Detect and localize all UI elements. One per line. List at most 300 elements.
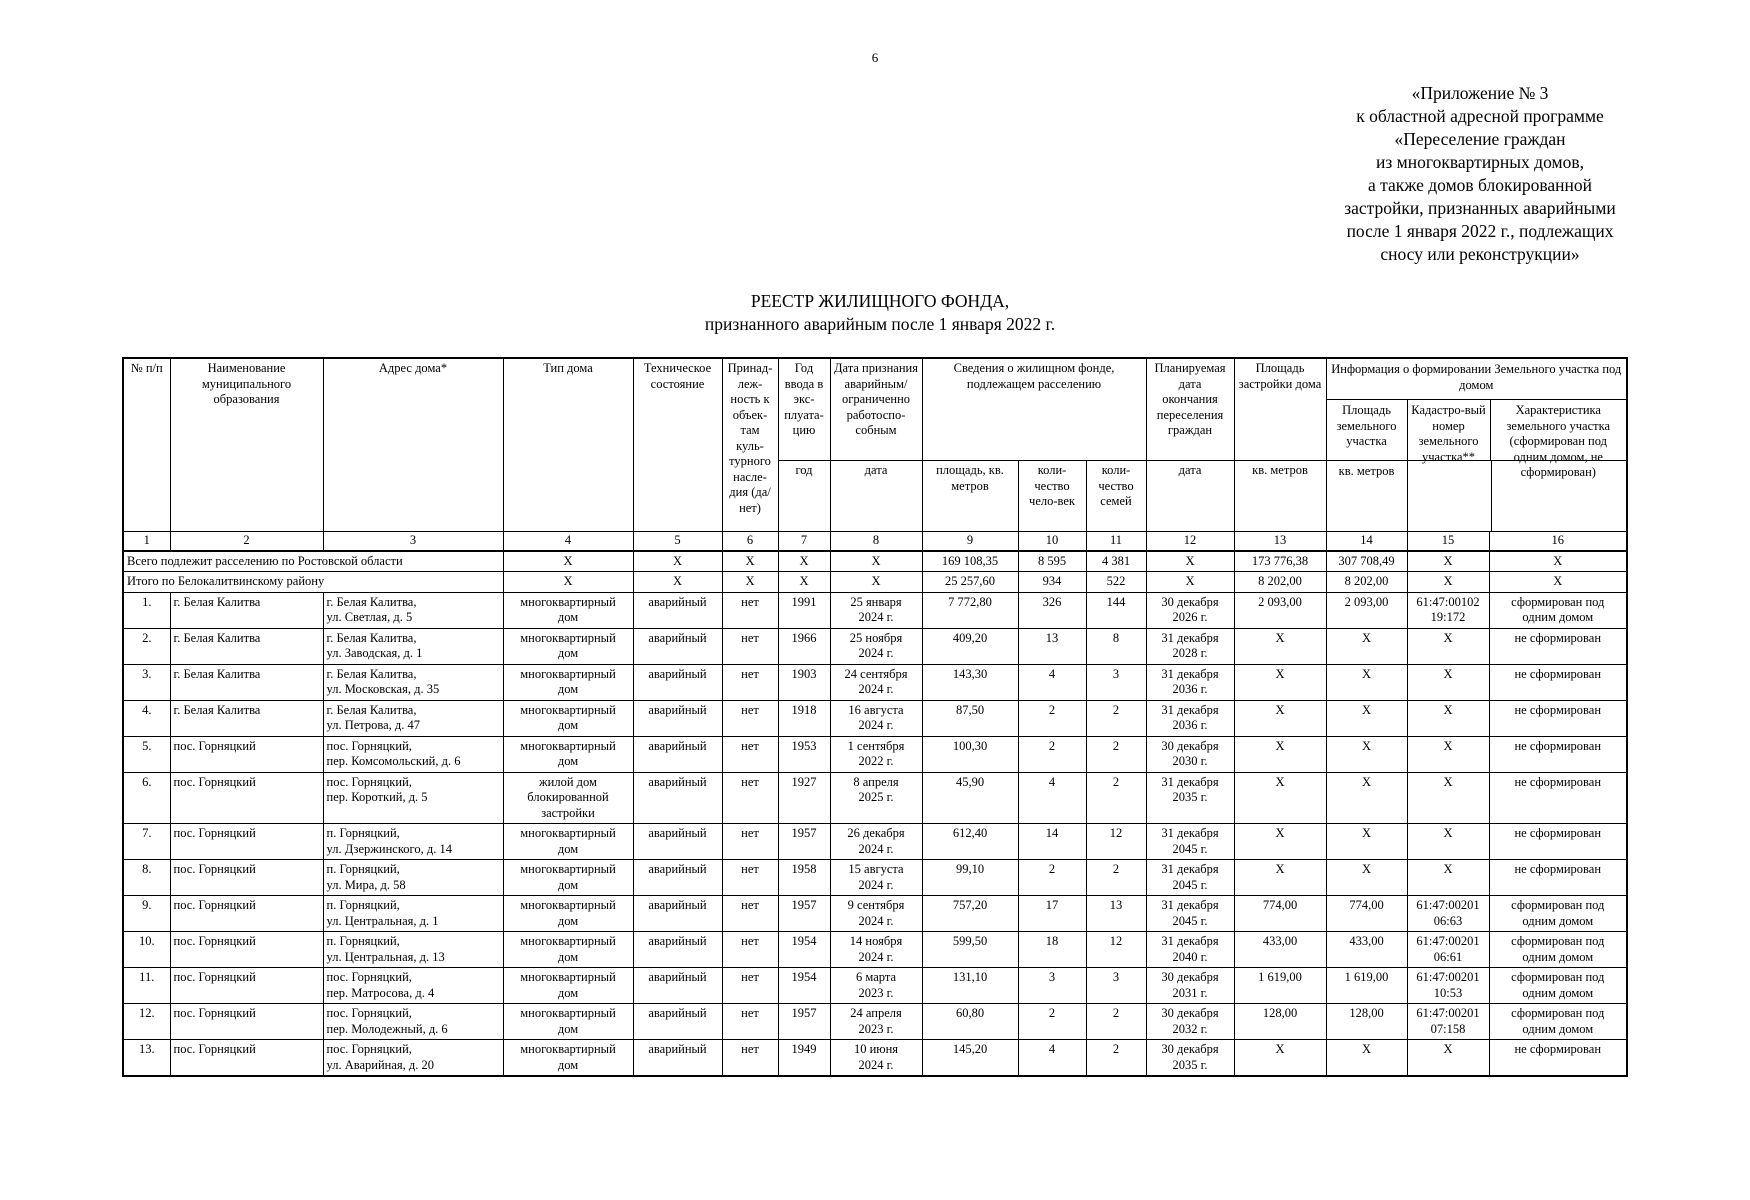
row-address-line: г. Белая Калитва, [326, 702, 417, 717]
row-house-type-line: многоквартирный [520, 738, 616, 753]
row-heritage: нет [722, 968, 778, 1004]
column-number: 2 [170, 532, 323, 551]
row-house-type-line: многоквартирный [520, 1042, 616, 1056]
row-house-type-line: дом [557, 985, 579, 1000]
row-address [323, 1040, 503, 1077]
row-year: 1918 [778, 700, 830, 736]
header-land-subrow [1326, 461, 1627, 532]
row-number: 9. [123, 896, 170, 932]
row-planned [1146, 628, 1234, 664]
row-year: 1949 [778, 1040, 830, 1077]
row-people: 3 [1018, 968, 1086, 1004]
row-municipality: пос. Горняцкий [170, 1040, 323, 1077]
row-date-line: 1 сентября [847, 738, 905, 753]
total-built-area: 8 202,00 [1234, 572, 1326, 593]
row-built-area: 2 093,00 [1234, 592, 1326, 628]
row-people: 13 [1018, 628, 1086, 664]
row-year: 1957 [778, 896, 830, 932]
row-heritage: нет [722, 772, 778, 824]
row-year: 1927 [778, 772, 830, 824]
row-number: 8. [123, 860, 170, 896]
row-area: 131,10 [922, 968, 1018, 1004]
row-date [830, 628, 922, 664]
header-land-char-sub [1492, 461, 1627, 531]
row-heritage: нет [722, 860, 778, 896]
row-cadastral-line: 61:47:00201 [1416, 1006, 1480, 1020]
row-planned-line: 2028 г. [1172, 646, 1208, 660]
row-land-char-line: не сформирован [1514, 774, 1602, 789]
row-year: 1953 [778, 736, 830, 772]
row-planned-line: 2036 г. [1172, 682, 1208, 696]
row-land-char-line: сформирован под [1511, 898, 1605, 912]
row-built-area: X [1234, 1040, 1326, 1077]
row-date-line: 2025 г. [858, 790, 894, 804]
row-planned-line: 31 декабря [1161, 774, 1219, 789]
appendix-note [1250, 82, 1710, 266]
row-cadastral-line: 07:158 [1430, 1021, 1466, 1036]
row-cadastral-line: X [1443, 666, 1453, 681]
total-label: Всего подлежит расселению по Ростовской области [123, 551, 503, 572]
row-municipality: пос. Горняцкий [170, 736, 323, 772]
row-cadastral-line: X [1443, 702, 1453, 717]
row-land-char [1489, 824, 1627, 860]
row-date-line: 16 августа [848, 702, 904, 717]
table-row [123, 1004, 1627, 1040]
row-land-char [1489, 772, 1627, 824]
row-date-line: 2024 г. [858, 949, 894, 964]
table-row [123, 736, 1627, 772]
row-planned [1146, 932, 1234, 968]
row-house-type-line: многоквартирный [520, 826, 616, 840]
row-land-char-line: одним домом [1522, 913, 1594, 928]
row-people: 326 [1018, 592, 1086, 628]
row-address-line: пер. Матросова, д. 4 [326, 985, 435, 1000]
row-land-char [1489, 736, 1627, 772]
row-cadastral-line: 10:53 [1433, 985, 1463, 1000]
row-cadastral [1407, 664, 1489, 700]
row-planned [1146, 896, 1234, 932]
row-date [830, 824, 922, 860]
header-built-area: Площадь застройки дома [1234, 358, 1326, 461]
row-heritage: нет [722, 664, 778, 700]
row-planned [1146, 1004, 1234, 1040]
row-date [830, 968, 922, 1004]
row-address-line: пос. Горняцкий, [326, 970, 412, 984]
row-land-area: 1 619,00 [1326, 968, 1407, 1004]
row-address-line: п. Горняцкий, [326, 826, 400, 840]
row-people: 2 [1018, 1004, 1086, 1040]
row-land-area: 774,00 [1326, 896, 1407, 932]
total-cadastral: X [1407, 572, 1489, 593]
row-land-char-line: не сформирован [1514, 630, 1602, 645]
total-label: Итого по Белокалитвинскому району [123, 572, 503, 593]
row-planned [1146, 700, 1234, 736]
row-house-type-line: дом [557, 718, 579, 732]
row-land-char-line: сформирован под [1511, 594, 1605, 609]
row-planned-line: 31 декабря [1161, 934, 1219, 948]
total-area: 25 257,60 [922, 572, 1018, 593]
row-date-line: 2024 г. [858, 646, 894, 660]
header-people: коли-чество чело-век [1018, 461, 1086, 532]
row-date-line: 2024 г. [858, 718, 894, 732]
column-number: 3 [323, 532, 503, 551]
row-house-type [503, 824, 633, 860]
row-planned [1146, 592, 1234, 628]
row-land-char-line: сформирован под [1511, 934, 1605, 948]
row-built-area: 433,00 [1234, 932, 1326, 968]
row-land-area: 2 093,00 [1326, 592, 1407, 628]
total-land-area: 8 202,00 [1326, 572, 1407, 593]
column-number: 8 [830, 532, 922, 551]
row-planned-line: 31 декабря [1161, 630, 1219, 645]
row-address-line: г. Белая Калитва, [326, 666, 417, 681]
row-built-area: X [1234, 736, 1326, 772]
row-address-line: ул. Центральная, д. 13 [326, 949, 445, 964]
row-address-line: пос. Горняцкий, [326, 1006, 412, 1020]
header-cadastral: Кадастро-вый номер земельного участка** [1408, 400, 1491, 460]
row-area: 612,40 [922, 824, 1018, 860]
row-year: 1957 [778, 824, 830, 860]
row-heritage: нет [722, 628, 778, 664]
row-planned-line: 30 декабря [1161, 738, 1219, 753]
row-address [323, 932, 503, 968]
row-municipality: пос. Горняцкий [170, 824, 323, 860]
row-house-type-line: многоквартирный [520, 594, 616, 609]
table-row [123, 932, 1627, 968]
row-date [830, 932, 922, 968]
row-number: 3. [123, 664, 170, 700]
row-area: 60,80 [922, 1004, 1018, 1040]
row-number: 11. [123, 968, 170, 1004]
row-address-line: ул. Московская, д. 35 [326, 682, 440, 696]
row-land-char [1489, 968, 1627, 1004]
row-land-char-line: одним домом [1522, 949, 1594, 964]
row-heritage: нет [722, 736, 778, 772]
row-address [323, 664, 503, 700]
row-area: 100,30 [922, 736, 1018, 772]
header-planned-sub: дата [1146, 461, 1234, 532]
row-land-char-line: не сформирован [1514, 702, 1602, 717]
row-people: 14 [1018, 824, 1086, 860]
row-area: 99,10 [922, 860, 1018, 896]
header-land-group-title: Информация о формировании Земельного участка под домом [1327, 359, 1627, 400]
row-families: 2 [1086, 700, 1146, 736]
row-year: 1958 [778, 860, 830, 896]
total-house-type: X [503, 572, 633, 593]
row-year: 1957 [778, 1004, 830, 1040]
header-land-area: Площадь земельного участка [1327, 400, 1408, 460]
row-house-type-line: жилой дом [539, 774, 597, 789]
table-row [123, 1040, 1627, 1077]
row-house-type [503, 700, 633, 736]
header-row [123, 358, 1627, 461]
row-date-line: 25 ноября [849, 630, 903, 645]
row-address-line: г. Белая Калитва, [326, 594, 417, 609]
row-people: 2 [1018, 736, 1086, 772]
row-tech-state: аварийный [633, 592, 722, 628]
total-families: 522 [1086, 572, 1146, 593]
row-address [323, 860, 503, 896]
row-house-type-line: дом [557, 1021, 579, 1036]
row-house-type [503, 932, 633, 968]
row-date-line: 25 января [850, 594, 902, 609]
row-planned-line: 2026 г. [1172, 610, 1208, 624]
row-number: 7. [123, 824, 170, 860]
row-planned-line: 2045 г. [1172, 841, 1208, 856]
row-people: 4 [1018, 664, 1086, 700]
title-line: признанного аварийным после 1 января 2022 г. [704, 314, 1056, 334]
document-title [550, 290, 1210, 336]
total-tech-state: X [633, 572, 722, 593]
row-cadastral [1407, 700, 1489, 736]
total-built-area: 173 776,38 [1234, 551, 1326, 572]
row-house-type-line: дом [557, 754, 579, 768]
row-people: 17 [1018, 896, 1086, 932]
row-land-char [1489, 932, 1627, 968]
row-address-line: ул. Центральная, д. 1 [326, 913, 439, 928]
row-cadastral-line: X [1443, 826, 1453, 840]
row-land-area: X [1326, 1040, 1407, 1077]
row-house-type-line: дом [557, 841, 579, 856]
row-house-type [503, 1004, 633, 1040]
row-address-line: пер. Комсомольский, д. 6 [326, 754, 461, 768]
row-date-line: 10 июня [853, 1042, 899, 1056]
title-line: РЕЕСТР ЖИЛИЩНОГО ФОНДА, [750, 291, 1010, 311]
row-number: 1. [123, 592, 170, 628]
row-date-line: 2022 г. [858, 754, 894, 768]
header-cadastral-sub [1408, 461, 1492, 531]
row-cadastral-line: X [1443, 774, 1453, 789]
row-families: 13 [1086, 896, 1146, 932]
row-address [323, 1004, 503, 1040]
row-municipality: г. Белая Калитва [170, 628, 323, 664]
row-number: 13. [123, 1040, 170, 1077]
appendix-line: после 1 января 2022 г., подлежащих [1346, 221, 1614, 241]
row-heritage: нет [722, 1004, 778, 1040]
row-date-line: 24 сентября [844, 666, 908, 681]
row-address-line: пос. Горняцкий, [326, 1042, 412, 1056]
header-area: площадь, кв. метров [922, 461, 1018, 532]
header-built-sub: кв. метров [1234, 461, 1326, 532]
row-planned-line: 31 декабря [1161, 666, 1219, 681]
row-date-line: 24 апреля [850, 1006, 902, 1020]
row-number: 5. [123, 736, 170, 772]
column-number-row [123, 532, 1627, 551]
row-address-line: ул. Дзержинского, д. 14 [326, 841, 452, 856]
total-date: X [830, 572, 922, 593]
row-families: 2 [1086, 772, 1146, 824]
row-land-char-line: не сформирован [1514, 826, 1602, 840]
row-land-char-line: не сформирован [1514, 738, 1602, 753]
row-planned-line: 2035 г. [1172, 1057, 1208, 1072]
row-families: 2 [1086, 1004, 1146, 1040]
row-date [830, 772, 922, 824]
row-house-type-line: дом [557, 682, 579, 696]
row-land-area: 128,00 [1326, 1004, 1407, 1040]
header-year: Год ввода в экс-плуата-цию [778, 358, 830, 461]
row-tech-state: аварийный [633, 1040, 722, 1077]
row-planned-line: 2032 г. [1172, 1021, 1208, 1036]
row-tech-state: аварийный [633, 1004, 722, 1040]
row-date [830, 700, 922, 736]
row-cadastral [1407, 736, 1489, 772]
row-house-type-line: дом [557, 949, 579, 964]
row-planned-line: 31 декабря [1161, 702, 1219, 717]
table-row [123, 824, 1627, 860]
row-built-area: 774,00 [1234, 896, 1326, 932]
total-year: X [778, 572, 830, 593]
row-land-char [1489, 700, 1627, 736]
row-heritage: нет [722, 824, 778, 860]
header-year-sub: год [778, 461, 830, 532]
header-planned: Планируемая дата окончания переселения граждан [1146, 358, 1234, 461]
header-housing-group: Сведения о жилищном фонде, подлежащем расселению [922, 358, 1146, 461]
row-year: 1991 [778, 592, 830, 628]
row-planned [1146, 1040, 1234, 1077]
row-land-char [1489, 664, 1627, 700]
column-number: 1 [123, 532, 170, 551]
row-house-type-line: застройки [541, 805, 595, 820]
row-area: 7 772,80 [922, 592, 1018, 628]
row-address-line: пер. Короткий, д. 5 [326, 790, 428, 804]
header-land-subcells [1327, 461, 1627, 531]
row-land-char-line: одним домом [1522, 610, 1594, 624]
row-address-line: п. Горняцкий, [326, 862, 400, 876]
row-planned [1146, 772, 1234, 824]
row-planned-line: 2045 г. [1172, 913, 1208, 928]
total-planned: X [1146, 572, 1234, 593]
row-date-line: 2024 г. [858, 913, 894, 928]
row-cadastral-line: X [1443, 862, 1453, 876]
row-year: 1954 [778, 968, 830, 1004]
housing-registry-table [122, 357, 1628, 1077]
row-cadastral [1407, 968, 1489, 1004]
row-land-char [1489, 592, 1627, 628]
row-planned-line: 2030 г. [1172, 754, 1208, 768]
row-land-char-line: одним домом [1522, 985, 1594, 1000]
header-house-type: Тип дома [503, 358, 633, 532]
row-cadastral-line: 61:47:00102 [1416, 594, 1480, 609]
row-built-area: 1 619,00 [1234, 968, 1326, 1004]
row-planned [1146, 860, 1234, 896]
row-tech-state: аварийный [633, 860, 722, 896]
row-house-type-line: многоквартирный [520, 702, 616, 717]
row-cadastral-line: 61:47:00201 [1416, 970, 1480, 984]
row-families: 12 [1086, 932, 1146, 968]
row-house-type-line: дом [557, 610, 579, 624]
row-planned-line: 30 декабря [1161, 970, 1219, 984]
row-date-line: 8 апреля [853, 774, 899, 789]
header-land-char: Характеристика земельного участка (сформирован под одним домом, не сформирован) [1506, 403, 1611, 479]
row-address-line: пос. Горняцкий, [326, 738, 412, 753]
row-cadastral-line: 19:172 [1430, 610, 1466, 624]
total-row [123, 572, 1627, 593]
table-row [123, 664, 1627, 700]
row-tech-state: аварийный [633, 968, 722, 1004]
row-cadastral [1407, 592, 1489, 628]
row-address [323, 700, 503, 736]
row-house-type [503, 860, 633, 896]
total-families: 4 381 [1086, 551, 1146, 572]
row-house-type-line: многоквартирный [520, 666, 616, 681]
header-date: Дата признания аварийным/ ограниченно работоспо-собным [830, 358, 922, 461]
row-planned-line: 2040 г. [1172, 949, 1208, 964]
row-land-char-line: одним домом [1522, 1021, 1594, 1036]
row-people: 4 [1018, 772, 1086, 824]
appendix-line: застройки, признанных аварийными [1344, 198, 1616, 218]
row-cadastral-line: 06:63 [1433, 913, 1463, 928]
row-tech-state: аварийный [633, 932, 722, 968]
header-families: коли-чество семей [1086, 461, 1146, 532]
row-municipality: пос. Горняцкий [170, 1004, 323, 1040]
row-area: 599,50 [922, 932, 1018, 968]
row-municipality: пос. Горняцкий [170, 968, 323, 1004]
appendix-line: сносу или реконструкции» [1380, 244, 1580, 264]
row-date [830, 736, 922, 772]
appendix-line: из многоквартирных домов, [1376, 152, 1584, 172]
row-house-type-line: многоквартирный [520, 934, 616, 948]
header-address: Адрес дома* [323, 358, 503, 532]
row-cadastral-line: X [1443, 630, 1453, 645]
row-tech-state: аварийный [633, 700, 722, 736]
row-families: 3 [1086, 664, 1146, 700]
row-built-area: X [1234, 628, 1326, 664]
table-row [123, 592, 1627, 628]
row-house-type-line: многоквартирный [520, 1006, 616, 1020]
row-house-type [503, 896, 633, 932]
row-area: 757,20 [922, 896, 1018, 932]
row-date-line: 2024 г. [858, 610, 894, 624]
row-planned-line: 30 декабря [1161, 594, 1219, 609]
row-planned-line: 31 декабря [1161, 898, 1219, 912]
row-cadastral-line: 06:61 [1433, 949, 1463, 964]
row-address [323, 824, 503, 860]
row-heritage: нет [722, 896, 778, 932]
row-house-type [503, 1040, 633, 1077]
total-heritage: X [722, 572, 778, 593]
row-address-line: пер. Молодежный, д. 6 [326, 1021, 448, 1036]
row-date-line: 2023 г. [858, 1021, 894, 1036]
row-built-area: X [1234, 824, 1326, 860]
row-address-line: п. Горняцкий, [326, 934, 400, 948]
row-heritage: нет [722, 1040, 778, 1077]
row-house-type [503, 664, 633, 700]
row-land-char-line: не сформирован [1514, 1042, 1602, 1056]
row-number: 2. [123, 628, 170, 664]
row-house-type-line: дом [557, 913, 579, 928]
row-municipality: г. Белая Калитва [170, 700, 323, 736]
row-address-line: ул. Петрова, д. 47 [326, 718, 421, 732]
column-number: 15 [1407, 532, 1489, 551]
row-house-type [503, 736, 633, 772]
column-number: 14 [1326, 532, 1407, 551]
row-land-area: X [1326, 736, 1407, 772]
table-row [123, 896, 1627, 932]
row-municipality: пос. Горняцкий [170, 932, 323, 968]
header-num: № п/п [123, 358, 170, 532]
row-number: 10. [123, 932, 170, 968]
row-address [323, 736, 503, 772]
row-land-char-line: не сформирован [1514, 666, 1602, 681]
row-built-area: 128,00 [1234, 1004, 1326, 1040]
row-land-char [1489, 860, 1627, 896]
row-date [830, 664, 922, 700]
row-planned-line: 30 декабря [1161, 1042, 1219, 1056]
row-land-area: X [1326, 824, 1407, 860]
row-tech-state: аварийный [633, 772, 722, 824]
row-cadastral [1407, 824, 1489, 860]
total-people: 934 [1018, 572, 1086, 593]
